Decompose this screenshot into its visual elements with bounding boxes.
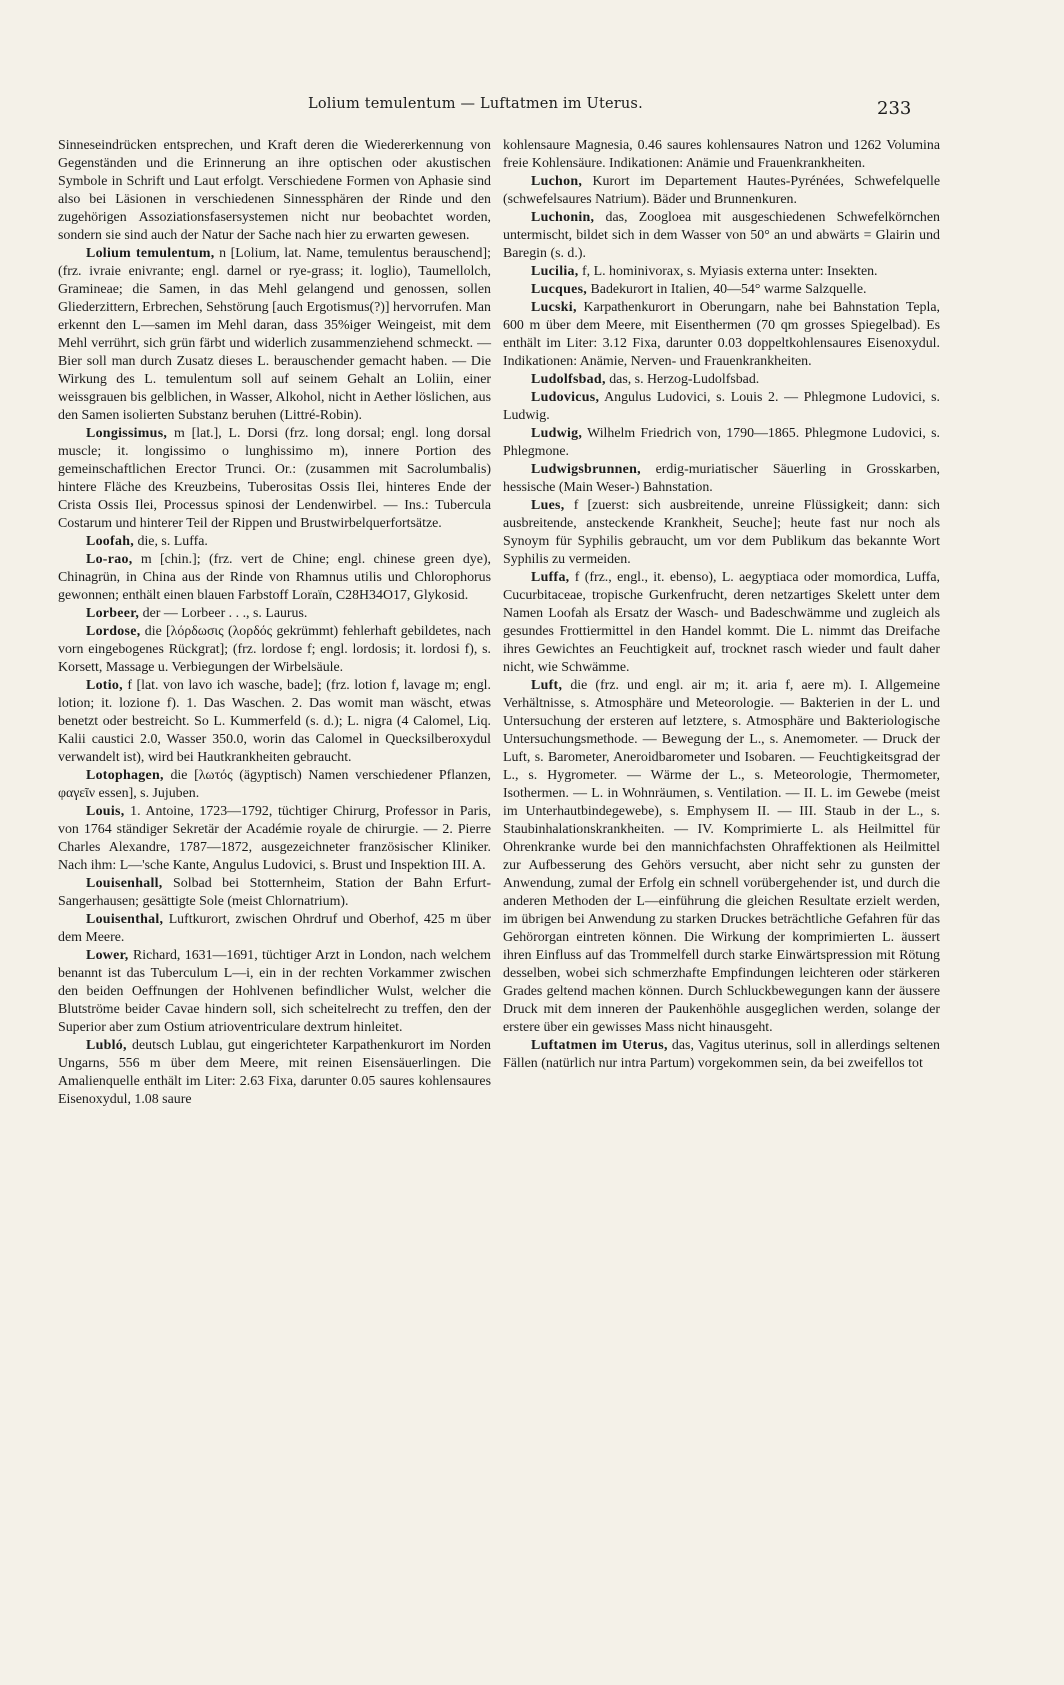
- dictionary-entry: [58, 425, 491, 533]
- entry-text: Wilhelm Friedrich von, 1790—1865. Phlegmone Ludovici, s. Phlegmone.: [503, 426, 940, 459]
- continued-text: [503, 137, 940, 173]
- dictionary-entry: [503, 569, 940, 677]
- dictionary-entry: [58, 245, 491, 425]
- entry-headword: Louisenthal,: [86, 912, 164, 927]
- entry-headword: Luffa,: [531, 570, 570, 585]
- dictionary-entry: [503, 263, 940, 281]
- entry-headword: Lucques,: [531, 282, 588, 297]
- entry-text: f (frz., engl., it. ebenso), L. aegyptiaca oder momordica, Luffa, Cucurbitaceae, tropische Gurkenfrucht, deren netzartiges Skelett unter dem Namen Loofah als Ersatz der Wasch- und Badeschwämme und zugleich als gesundes Frottiermittel in den Handel kommt. Die L. nimmt das Dreifache ihres Gewichtes an Feuchtigkeit auf, trocknet rasch wieder und fault daher nicht, wie Schwämme.: [503, 570, 940, 675]
- entry-text: die (frz. und engl. air m; it. aria f, aere m). I. Allgemeine Verhältnisse, s. Atmosphäre und Meteorologie. — Bakterien in der L. und Untersuchung der ersteren auf letztere, s. Atmosphäre und Bakteriologische Untersuchungsmethode. — Bewegung der L., s. Anemometer. — Druck der Luft, s. Barometer, Aneroidbarometer und Isobaren. — Feuchtigkeitsgrad der L., s. Hygrometer. — Wärme der L., s. Meteorologie, Thermometer, Isothermen. — L. in Wohnräumen, s. Ventilation. — II. L. im Gewebe (meist im Unterhautbindegewebe), s. Emphysem II. — III. Staub in der L., s. Staubinhalationskrankheiten. — IV. Komprimierte L. als Heilmittel für Ohrenkranke wurde bei den mannichfachsten Ohraffektionen als Heilmittel zur Aufbesserung des Gehörs versucht, aber nicht sehr zu gunsten der Anwendung, zumal der Erfolg ein schnell vorübergehender ist, und durch die anderen Methoden der L—einführung die gleichen Resultate erzielt werden, im übrigen bei Anwendung zu starken Druckes beträchtliche Gefahren für das Gehörorgan eintreten können. Die Wirkung der komprimierten L. äussert ihren Einfluss auf das Trommelfell durch starke Einwärtspression mit Rötung desselben, wobei sich schmerzhafte Empfindungen leichteren oder stärkeren Grades geltend machen können. Durch Schluckbewegungen kann der äussere Druck mit dem inneren der Paukenhöhle ausgeglichen werden, solange der erstere über ein gewisses Mass nicht hinausgeht.: [503, 678, 940, 1035]
- entry-text: m [chin.]; (frz. vert de Chine; engl. chinese green dye), Chinagrün, in China aus der Rinde von Rhamnus utilis und Chlorophorus gewonnen; enthält einen blauen Farbstoff Loraïn, C28H34O17, Glykosid.: [58, 552, 491, 603]
- entry-text: Angulus Ludovici, s. Louis 2. — Phlegmone Ludovici, s. Ludwig.: [503, 390, 940, 423]
- dictionary-entry: [58, 1037, 491, 1109]
- entry-text: Karpathenkurort in Oberungarn, nahe bei Bahnstation Tepla, 600 m über dem Meere, mit Eisenthermen (70 qm grosses Spiegelbad). Es enthält im Liter: 3.12 Fixa, darunter 0.03 doppeltkohlensaures Eisenoxydul. Indikationen: Anämie, Nerven- und Frauenkrankheiten.: [503, 300, 940, 369]
- entry-text: kohlensaure Magnesia, 0.46 saures kohlensaures Natron und 1262 Volumina freie Kohlensäure. Indikationen: Anämie und Frauenkrankheiten.: [503, 138, 940, 171]
- dictionary-entry: [58, 551, 491, 605]
- entry-text: das, s. Herzog-Ludolfsbad.: [605, 372, 760, 387]
- dictionary-entry: [58, 623, 491, 677]
- dictionary-entry: [503, 299, 940, 371]
- entry-headword: Louis,: [86, 804, 125, 819]
- entry-headword: Lubló,: [86, 1038, 127, 1053]
- dictionary-entry: [58, 533, 491, 551]
- entry-text: Richard, 1631—1691, tüchtiger Arzt in London, nach welchem benannt ist das Tuberculum L—i, ein in der rechten Vorkammer zwischen den beiden Oeffnungen der Hohlvenen befindlicher Wulst, welcher die Blutströme beider Cavae hindern soll, sich scheitelrecht zu treffen, den der Superior aber zum Ostium atrioventriculare dextrum hinleitet.: [58, 948, 491, 1035]
- entry-headword: Lower,: [86, 948, 129, 963]
- right-column: [503, 137, 940, 1073]
- entry-text: das, Zoogloea mit ausgeschiedenen Schwefelkörnchen untermischt, bildet sich in dem Wasser von 50° an und abwärts = Glairin und Baregin (s. d.).: [503, 210, 940, 261]
- page-header: [0, 96, 1064, 122]
- entry-headword: Lorbeer,: [86, 606, 140, 621]
- dictionary-entry: [503, 425, 940, 461]
- entry-text: n [Lolium, lat. Name, temulentus berauschend]; (frz. ivraie enivrante; engl. darnel or rye-grass; it. loglio), Taumellolch, Gramineae; die Samen, in das Mehl gelangend und genossen, sollen Gliederzittern, Erbrechen, Sehstörung [auch Ergotismus(?)] hervorrufen. Man erkennt den L—samen im Mehl daran, dass 35%iger Weingeist, mit dem Mehl verrührt, sich grün färbt und widerlich zusammenziehend schmeckt. — Bier soll man durch Zusatz dieses L. berauschender gemacht haben. — Die Wirkung des L. temulentum soll auf seinem Gehalt an Loliin, einer weissgrauen bis gelblichen, in Wasser, Alkohol, nicht in Aether löslichen, aus den Samen isolierten Substanz beruhen (Littré-Robin).: [58, 246, 491, 423]
- entry-text: die, s. Luffa.: [134, 534, 208, 549]
- entry-headword: Ludwigsbrunnen,: [531, 462, 641, 477]
- entry-headword: Luftatmen im Uterus,: [531, 1038, 668, 1053]
- entry-text: der — Lorbeer . . ., s. Laurus.: [139, 606, 308, 621]
- dictionary-entry: [58, 605, 491, 623]
- entry-text: f [lat. von lavo ich wasche, bade]; (frz. lotion f, lavage m; engl. lotion; it. lozione f). 1. Das Waschen. 2. Das womit man wäscht, etwas benetzt oder bestreicht. So L. Kummerfeld (s. d.); L. nigra (4 Calomel, Liq. Kalii caustici 2.0, Wasser 350.0, worin das Calomel in Quecksilberoxydul verwandelt ist), wird bei Hautkrankheiten gebraucht.: [58, 678, 491, 765]
- entry-headword: Lucski,: [531, 300, 577, 315]
- entry-text: die [λωτός (ägyptisch) Namen verschiedener Pflanzen, φαγεῖν essen], s. Jujuben.: [58, 768, 491, 801]
- dictionary-entry: [58, 677, 491, 767]
- left-column: [58, 137, 491, 1109]
- entry-headword: Ludwig,: [531, 426, 583, 441]
- entry-headword: Lotio,: [86, 678, 123, 693]
- running-title: Lolium temulentum — Luftatmen im Uterus.: [308, 96, 643, 112]
- entry-text: f [zuerst: sich ausbreitende, unreine Flüssigkeit; dann: sich ausbreitende, ansteckende Krankheit, Seuche]; heute fast nur noch als Synoym für Syphilis gebraucht, um vor dem Publikum das bekannte Wort Syphilis zu vermeiden.: [503, 498, 940, 567]
- entry-text: das, Vagitus uterinus, soll in allerdings seltenen Fällen (natürlich nur intra Partum) vorgekommen sein, da bei zweifellos tot: [503, 1038, 940, 1071]
- dictionary-entry: [503, 497, 940, 569]
- dictionary-entry: [503, 173, 940, 209]
- entry-text: Kurort im Departement Hautes-Pyrénées, Schwefelquelle (schwefelsaures Natrium). Bäder und Brunnenkuren.: [503, 174, 940, 207]
- entry-headword: Lordose,: [86, 624, 141, 639]
- entry-text: 1. Antoine, 1723—1792, tüchtiger Chirurg, Professor in Paris, von 1764 ständiger Sekretär der Académie royale de chirurgie. — 2. Pierre Charles Alexandre, 1787—1872, ausgezeichneter französischer Kliniker. Nach ihm: L—'sche Kante, Angulus Ludovici, s. Brust und Inspektion III. A.: [58, 804, 491, 873]
- dictionary-entry: [58, 803, 491, 875]
- dictionary-entry: [58, 947, 491, 1037]
- entry-headword: Longissimus,: [86, 426, 168, 441]
- entry-headword: Lo-rao,: [86, 552, 133, 567]
- dictionary-entry: [503, 389, 940, 425]
- dictionary-entry: [58, 767, 491, 803]
- entry-text: m [lat.], L. Dorsi (frz. long dorsal; engl. long dorsal muscle; it. longissimo o lunghissimo m), innere Portion des gemeinschaftlichen Erector Trunci. Or.: (zusammen mit Sacrolumbalis) hintere Fläche des Kreuzbeins, Tuberositas Ossis Ilei, hinteres Ende der Crista Ossis Ilei, Processus spinosi der Lendenwirbel. — Ins.: Tubercula Costarum und hinterer Teil der Rippen und Brustwirbelquerfortsätze.: [58, 426, 491, 531]
- continued-text: [58, 137, 491, 245]
- dictionary-entry: [503, 1037, 940, 1073]
- dictionary-entry: [503, 281, 940, 299]
- entry-headword: Lucilia,: [531, 264, 579, 279]
- entry-text: f, L. hominivorax, s. Myiasis externa unter: Insekten.: [578, 264, 878, 279]
- page-number: 233: [877, 98, 912, 119]
- entry-text: Luftkurort, zwischen Ohrdruf und Oberhof, 425 m über dem Meere.: [58, 912, 491, 945]
- entry-text: die [λόρδωσις (λορδός gekrümmt) fehlerhaft gebildetes, nach vorn eingebogenes Rückgrat]; (frz. lordose f; engl. lordosis; it. lordosi f), s. Korsett, Massage u. Verbiegungen der Wirbelsäule.: [58, 624, 491, 675]
- entry-headword: Ludovicus,: [531, 390, 600, 405]
- dictionary-entry: [58, 875, 491, 911]
- entry-text: Sinneseindrücken entsprechen, und Kraft deren die Wiedererkennung von Gegenständen und die Erinnerung an ihre optischen oder akustischen Symbole in Schrift und Laut erfolgt. Verschiedene Formen von Aphasie sind also bei Läsionen in verschiedenen Sinnessphären der Rinde und den zugehörigen Assoziationsfasersystemen nicht nur beobachtet worden, sondern sie sind auch der Natur der Sache nach hier zu erwarten gewesen.: [58, 138, 491, 243]
- dictionary-entry: [503, 677, 940, 1037]
- entry-headword: Luchonin,: [531, 210, 595, 225]
- entry-headword: Loofah,: [86, 534, 135, 549]
- entry-headword: Luft,: [531, 678, 563, 693]
- dictionary-entry: [58, 911, 491, 947]
- entry-text: Solbad bei Stotternheim, Station der Bahn Erfurt-Sangerhausen; gesättigte Sole (meist Chlornatrium).: [58, 876, 491, 909]
- entry-text: deutsch Lublau, gut eingerichteter Karpathenkurort im Norden Ungarns, 556 m über dem Meere, mit reinen Eisensäuerlingen. Die Amalienquelle enthält im Liter: 2.63 Fixa, darunter 0.05 saures kohlensaures Eisenoxydul, 1.08 saure: [58, 1038, 491, 1107]
- entry-headword: Lotophagen,: [86, 768, 164, 783]
- dictionary-entry: [503, 461, 940, 497]
- entry-headword: Louisenhall,: [86, 876, 163, 891]
- entry-text: Badekurort in Italien, 40—54° warme Salzquelle.: [587, 282, 867, 297]
- entry-headword: Lolium temulentum,: [86, 246, 215, 261]
- entry-headword: Lues,: [531, 498, 565, 513]
- dictionary-entry: [503, 371, 940, 389]
- entry-headword: Luchon,: [531, 174, 583, 189]
- entry-headword: Ludolfsbad,: [531, 372, 606, 387]
- entry-text: erdig-muriatischer Säuerling in Grosskarben, hessische (Main Weser-) Bahnstation.: [503, 462, 940, 495]
- dictionary-entry: [503, 209, 940, 263]
